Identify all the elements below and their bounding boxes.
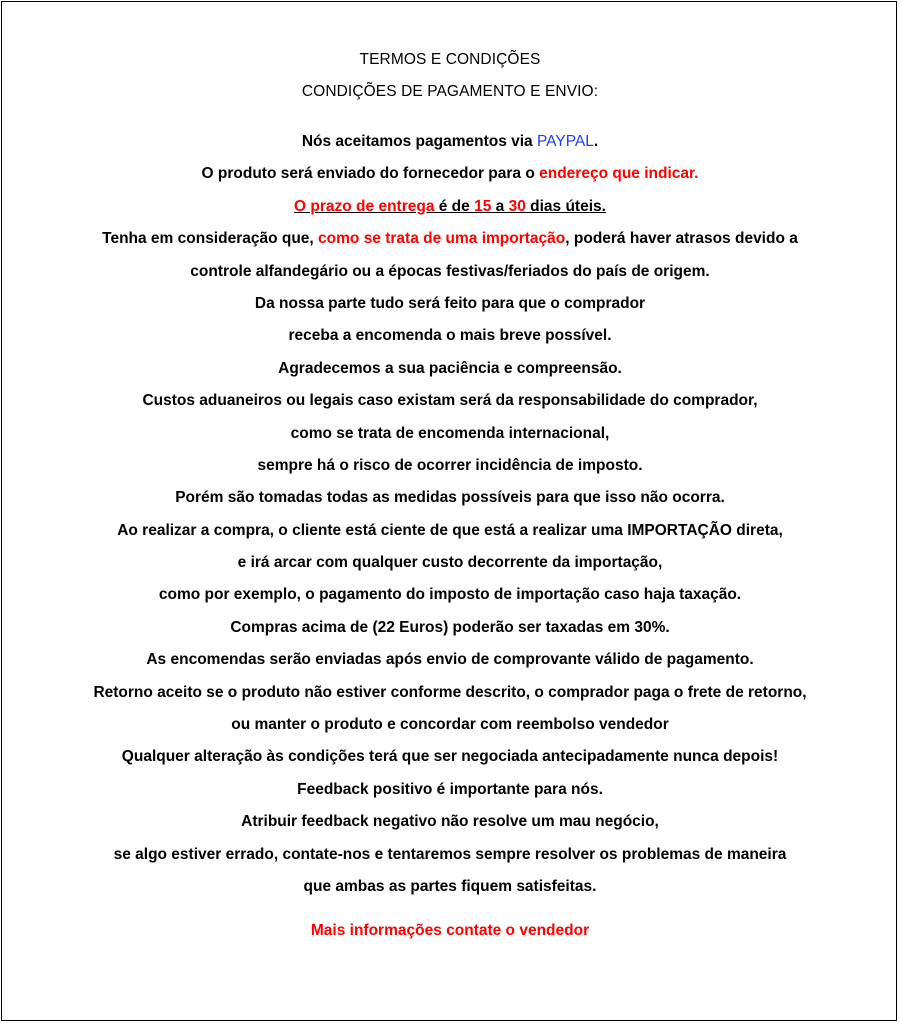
delivery-max-days: 30 — [508, 197, 526, 215]
contact-seller-text: Mais informações contate o vendedor — [310, 922, 590, 939]
terms-line: Ao realizar a compra, o cliente está ciente de que está a realizar uma IMPORTAÇÃO direta, — [117, 521, 783, 539]
page-title: TERMOS E CONDIÇÕES — [359, 51, 541, 68]
delivery-text-2: a — [491, 197, 509, 215]
terms-line: sempre há o risco de ocorrer incidência de imposto. — [257, 456, 643, 474]
terms-line: Compras acima de (22 Euros) poderão ser taxadas em 30%. — [230, 618, 670, 636]
terms-line: Custos aduaneiros ou legais caso existam será da responsabilidade do comprador, — [142, 392, 758, 410]
delivery-text-1: é de — [434, 197, 475, 215]
page-subtitle: CONDIÇÕES DE PAGAMENTO E ENVIO: — [301, 83, 599, 100]
terms-body — [0, 126, 900, 903]
terms-line: receba a encomenda o mais breve possível. — [288, 327, 612, 345]
delivery-label: O prazo de entrega — [294, 197, 435, 215]
terms-line: Atribuir feedback negativo não resolve um mau negócio, — [241, 813, 659, 831]
notice-text-before: Tenha em consideração que, — [102, 230, 319, 248]
import-highlight: como se trata de uma importação — [318, 230, 566, 248]
terms-line: Agradecemos a sua paciência e compreensão. — [278, 359, 622, 377]
delivery-line — [0, 191, 900, 223]
terms-line: As encomendas serão enviadas após envio de comprovante válido de pagamento. — [146, 651, 754, 669]
terms-line: ou manter o produto e concordar com reembolso vendedor — [231, 716, 669, 734]
payment-line — [0, 126, 900, 158]
terms-line: que ambas as partes fiquem satisfeitas. — [303, 877, 597, 895]
terms-line: Feedback positivo é importante para nós. — [297, 780, 603, 798]
notice-line — [0, 223, 900, 255]
terms-line: Da nossa parte tudo será feito para que o comprador — [254, 294, 646, 312]
paypal-label: PAYPAL — [536, 133, 594, 150]
terms-line: como por exemplo, o pagamento do imposto de importação caso haja taxação. — [158, 586, 742, 604]
shipping-address-highlight: endereço que indicar. — [539, 165, 699, 183]
terms-line: se algo estiver errado, contate-nos e tentaremos sempre resolver os problemas de maneira — [113, 845, 787, 863]
terms-line: Qualquer alteração às condições terá que ser negociada antecipadamente nunca depois! — [121, 748, 779, 766]
terms-line: Retorno aceito se o produto não estiver conforme descrito, o comprador paga o frete de retorno, — [93, 683, 807, 701]
notice-text-after: , poderá haver atrasos devido a — [565, 230, 798, 248]
terms-line: controle alfandegário ou a épocas festivas/feriados do país de origem. — [190, 262, 710, 280]
shipping-text: O produto será enviado do fornecedor para o — [201, 165, 540, 183]
shipping-line — [0, 158, 900, 190]
delivery-min-days: 15 — [474, 197, 492, 215]
payment-period: . — [593, 133, 599, 150]
terms-line: como se trata de encomenda internacional, — [290, 424, 610, 442]
payment-text: Nós aceitamos pagamentos via — [301, 133, 537, 150]
terms-line: Porém são tomadas todas as medidas possíveis para que isso não ocorra. — [175, 489, 725, 507]
terms-line: e irá arcar com qualquer custo decorrente da importação, — [237, 554, 663, 572]
delivery-text-3: dias úteis. — [525, 197, 606, 215]
